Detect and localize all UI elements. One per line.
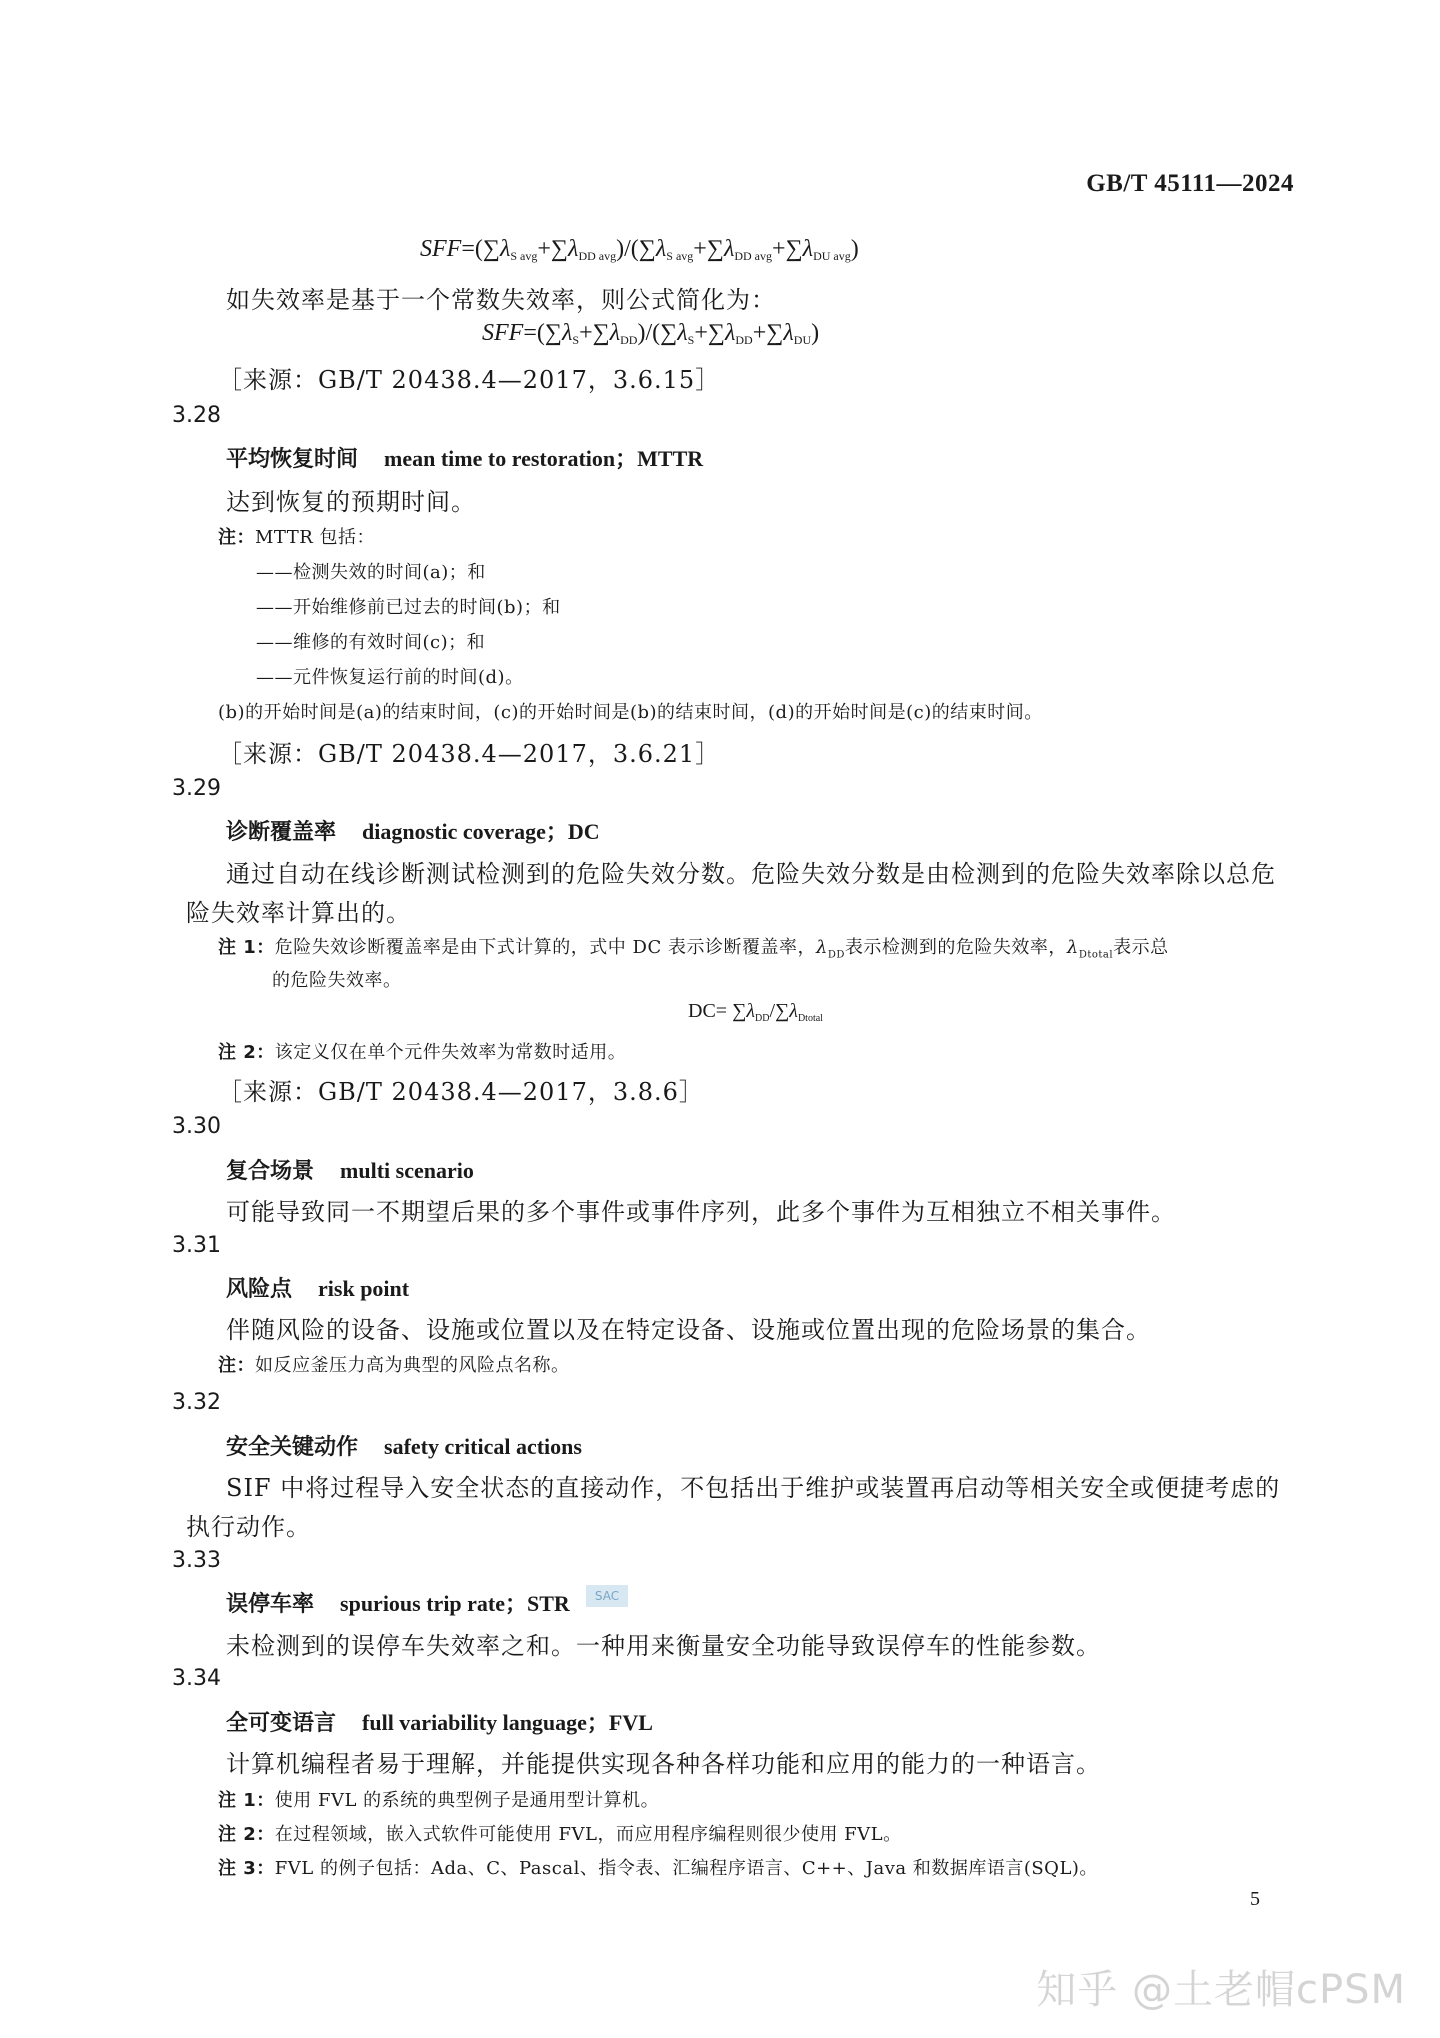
term-en: risk point <box>318 1276 410 1301</box>
term-en: diagnostic coverage；DC <box>362 819 600 844</box>
definition-line: 执行动作。 <box>186 1513 311 1541</box>
term-zh: 风险点 <box>226 1277 293 1302</box>
term-zh: 安全关键动作 <box>226 1435 359 1460</box>
term-en: full variability language；FVL <box>362 1710 653 1735</box>
clause-number: 3.28 <box>172 403 221 428</box>
note <box>218 523 375 549</box>
term-en: safety critical actions <box>384 1434 582 1459</box>
definition: 未检测到的误停车失效率之和。一种用来衡量安全功能导致误停车的性能参数。 <box>226 1632 1101 1660</box>
note-tail: (b)的开始时间是(a)的结束时间，(c)的开始时间是(b)的结束时间，(d)的开始时间是(c)的结束时间。 <box>218 702 1043 723</box>
page-number: 5 <box>1250 1888 1260 1910</box>
formula-sff-avg: $SFF=(\sum\lambda_{S avg}+\sum\lambda_{DD avg})/(\sum\lambda_{S avg}+\sum\lambda_{DD avg}+\sum\lambda_{DU avg})$ <box>420 236 859 263</box>
clause-number: 3.32 <box>172 1390 221 1415</box>
note-text: MTTR 包括： <box>255 527 376 548</box>
note: 注 2：在过程领域，嵌入式软件可能使用 FVL，而应用程序编程则很少使用 FVL。 <box>218 1824 902 1845</box>
definition: 达到恢复的预期时间。 <box>226 488 476 516</box>
note-continuation: 的危险失效率。 <box>272 970 402 991</box>
source-citation: ［来源：GB/T 20438.4—2017，3.8.6］ <box>218 1078 704 1106</box>
sac-stamp-icon: SAC <box>586 1585 628 1607</box>
note: 注 1：危险失效诊断覆盖率是由下式计算的，式中 DC 表示诊断覆盖率，$\lambda_{DD}$表示检测到的危险失效率，$\lambda_{Dtotal}$表示总 <box>218 937 1169 961</box>
note: 注 2：该定义仅在单个元件失效率为常数时适用。 <box>218 1042 627 1063</box>
list-item: ——开始维修前已过去的时间(b)；和 <box>256 597 561 618</box>
term-en: spurious trip rate；STR <box>340 1591 570 1616</box>
definition-line: 通过自动在线诊断测试检测到的危险失效分数。危险失效分数是由检测到的危险失效率除以总危 <box>226 860 1276 888</box>
definition: 伴随风险的设备、设施或位置以及在特定设备、设施或位置出现的危险场景的集合。 <box>226 1316 1151 1344</box>
definition: 可能导致同一不期望后果的多个事件或事件序列，此多个事件为互相独立不相关事件。 <box>226 1198 1176 1226</box>
term-zh: 误停车率 <box>226 1592 315 1617</box>
term-zh: 复合场景 <box>226 1159 315 1184</box>
term-heading <box>226 1154 474 1185</box>
term-en: mean time to restoration；MTTR <box>384 446 704 471</box>
clause-number: 3.30 <box>172 1114 221 1139</box>
clause-number: 3.31 <box>172 1233 221 1258</box>
note-label: 注： <box>218 527 255 548</box>
term-zh: 全可变语言 <box>226 1711 337 1736</box>
term-en: multi scenario <box>340 1158 474 1183</box>
clause-number: 3.29 <box>172 776 221 801</box>
list-item: ——元件恢复运行前的时间(d)。 <box>256 667 524 688</box>
note: 注：如反应釜压力高为典型的风险点名称。 <box>218 1355 570 1376</box>
clause-number: 3.34 <box>172 1666 221 1691</box>
term-heading <box>226 1587 570 1618</box>
term-heading <box>226 442 703 473</box>
term-heading <box>226 1430 582 1461</box>
list-item: ——维修的有效时间(c)；和 <box>256 632 486 653</box>
definition-line: 险失效率计算出的。 <box>186 899 411 927</box>
term-heading <box>226 1272 409 1303</box>
watermark: 知乎 @土老帽cPSM <box>1036 1967 1406 2013</box>
definition-line: SIF 中将过程导入安全状态的直接动作，不包括出于维护或装置再启动等相关安全或便捷考虑的 <box>226 1474 1281 1502</box>
formula-dc: $DC= \sum\lambda_{DD}/\sum\lambda_{Dtotal}$ <box>688 1000 823 1024</box>
simplification-note: 如失效率是基于一个常数失效率，则公式简化为： <box>226 286 776 314</box>
definition: 计算机编程者易于理解，并能提供实现各种各样功能和应用的能力的一种语言。 <box>226 1750 1101 1778</box>
note: 注 1：使用 FVL 的系统的典型例子是通用型计算机。 <box>218 1790 660 1811</box>
clause-number: 3.33 <box>172 1548 221 1573</box>
note: 注 3：FVL 的例子包括：Ada、C、Pascal、指令表、汇编程序语言、C++、Java 和数据库语言(SQL)。 <box>218 1858 1098 1879</box>
document-number: GB/T 45111—2024 <box>1086 170 1294 197</box>
term-heading <box>226 815 600 846</box>
source-citation: ［来源：GB/T 20438.4—2017，3.6.21］ <box>218 740 721 768</box>
term-heading <box>226 1706 653 1737</box>
formula-sff-const: $SFF=(\sum\lambda_S+\sum\lambda_{DD})/(\sum\lambda_S+\sum\lambda_{DD}+\sum\lambda_{DU})$ <box>482 320 820 347</box>
term-zh: 诊断覆盖率 <box>226 820 337 845</box>
term-zh: 平均恢复时间 <box>226 447 359 472</box>
source-citation: ［来源：GB/T 20438.4—2017，3.6.15］ <box>218 366 721 394</box>
list-item: ——检测失效的时间(a)；和 <box>256 562 486 583</box>
